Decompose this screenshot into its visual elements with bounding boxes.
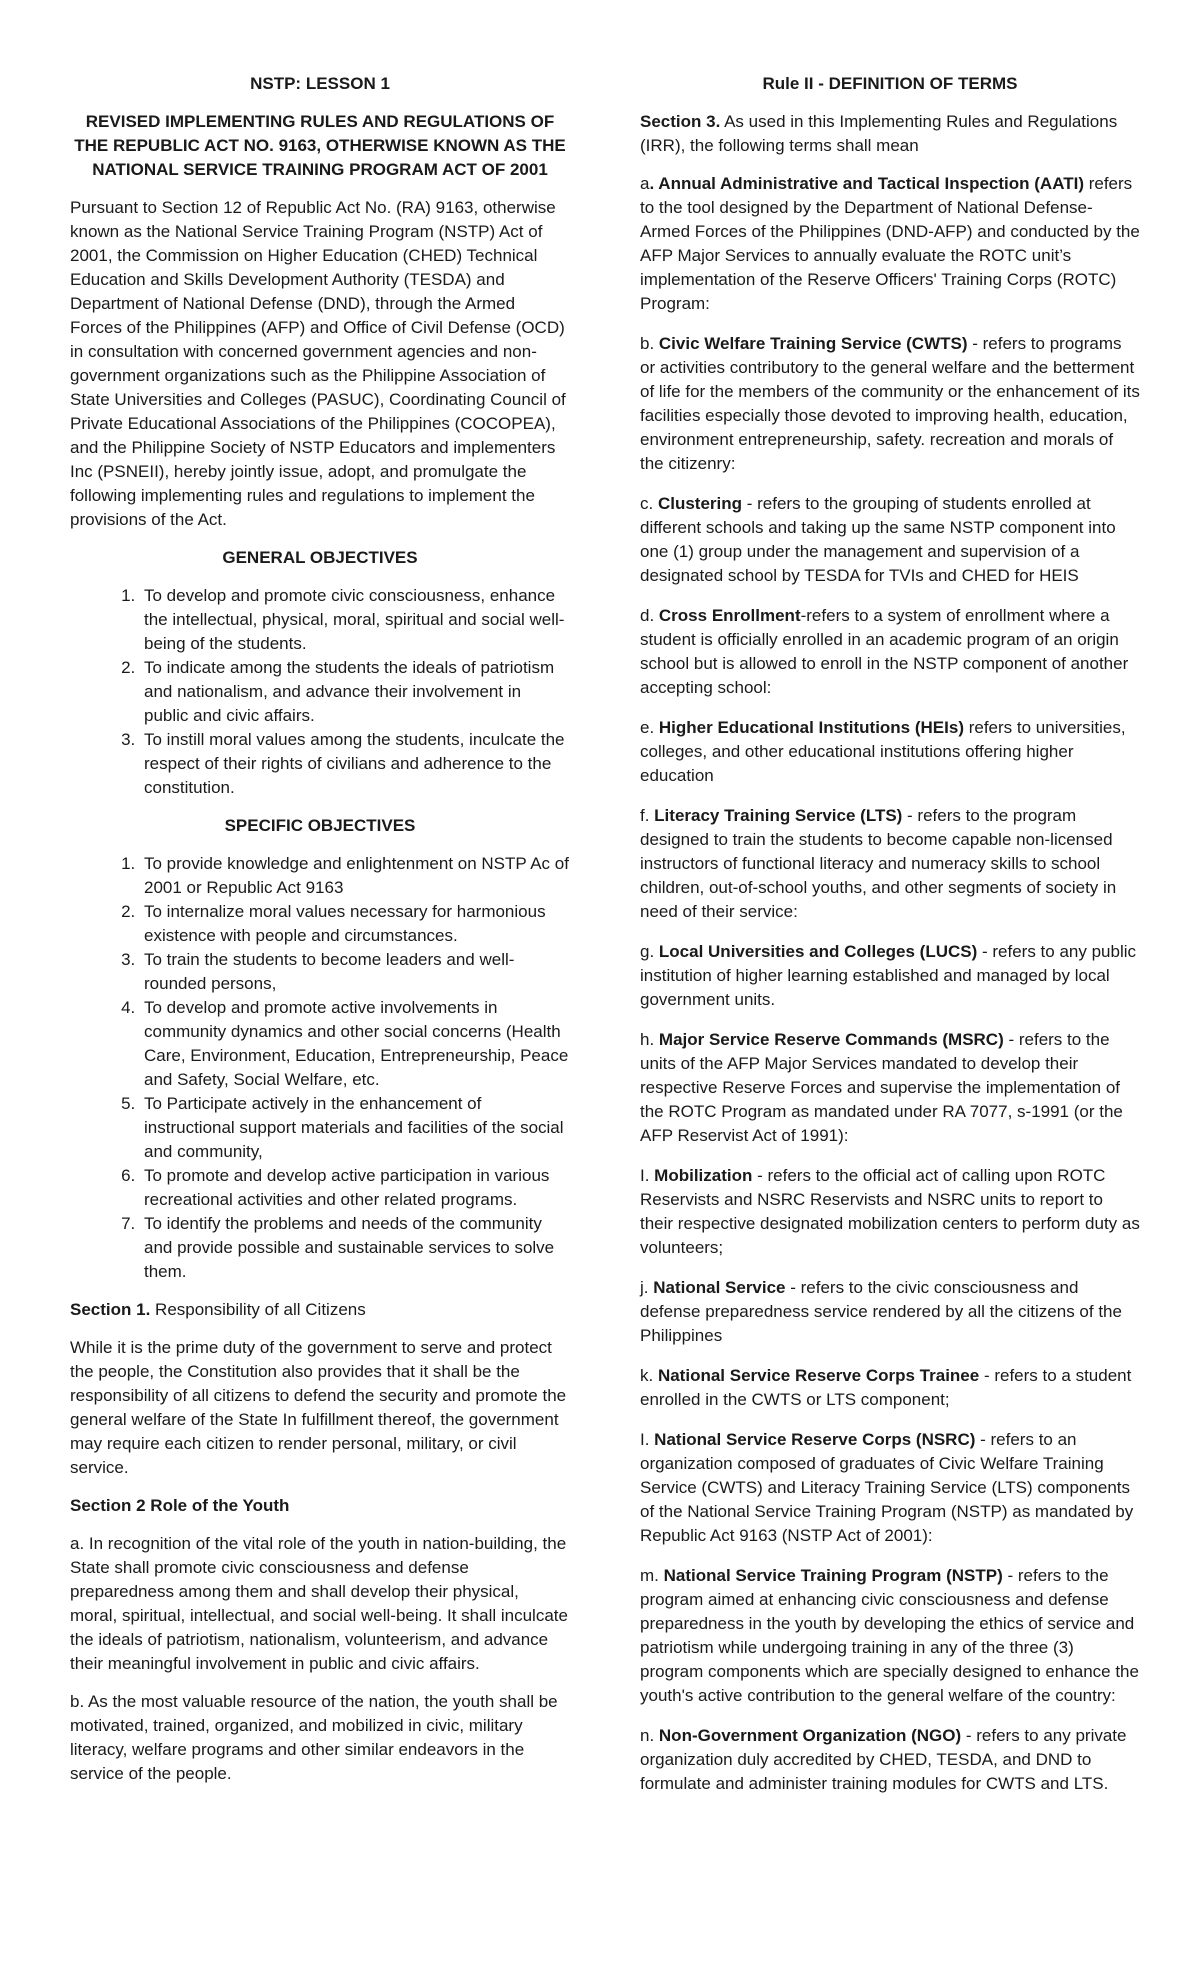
lesson-title: NSTP: LESSON 1 [250, 74, 390, 93]
definition-letter: j. [640, 1278, 654, 1297]
definition-letter: c. [640, 494, 658, 513]
list-item: 3. To instill moral values among the students, inculcate the respect of their rights of civilians and adherence to the constitution. [140, 728, 570, 800]
definition-item [640, 492, 1140, 588]
definition-text: - refers to the official act of calling upon ROTC Reservists and NSRC Reservists and NSRC units to report to their respective designated mobilization centers to perform duty as volunteers; [640, 1166, 1140, 1257]
definition-item [640, 1724, 1140, 1796]
definition-letter: f. [640, 806, 655, 825]
section1-label: Section 1. [70, 1300, 151, 1319]
definition-term: National Service Training Program (NSTP) [663, 1566, 1003, 1585]
list-item: 4. To develop and promote active involvements in community dynamics and other social concerns (Health Care, Environment, Education, Entrepreneurship, Peace and Safety, Social Welfare, etc. [140, 996, 570, 1092]
list-item: 1. To develop and promote civic consciousness, enhance the intellectual, physical, moral, spiritual and social well-being of the students. [140, 584, 570, 656]
definition-term: Literacy Training Service (LTS) [654, 806, 903, 825]
definition-term: Civic Welfare Training Service (CWTS) [658, 334, 968, 353]
definition-text: refers to the tool designed by the Department of National Defense-Armed Forces of the Philippines (DND-AFP) and conducted by the AFP Major Services to annually evaluate the ROTC unit’s implementation of the Reserve Officers' Training Corps (ROTC) Program: [640, 174, 1140, 313]
definition-item [640, 1428, 1140, 1548]
general-objectives-heading: GENERAL OBJECTIVES [222, 548, 418, 567]
definition-letter: e. [640, 718, 659, 737]
definition-text: - refers to an organization composed of graduates of Civic Welfare Training Service (CWTS) and Literacy Training Service (LTS) components of the National Service Training Program (NSTP) as mandated by Republic Act 9163 (NSTP Act of 2001): [640, 1430, 1134, 1545]
definitions-list [640, 172, 1140, 1796]
rule-heading: Rule II - DEFINITION OF TERMS [762, 74, 1018, 93]
definition-letter: I. [640, 1430, 655, 1449]
definition-term: National Service [653, 1278, 786, 1297]
intro-paragraph: Pursuant to Section 12 of Republic Act No. (RA) 9163, otherwise known as the National Service Training Program (NSTP) Act of 2001, the Commission on Higher Education (CHED) Technical Education and Skills Development Authority (TESDA) and Department of National Defense (DND), through the Armed Forces of the Philippines (AFP) and Office of Civil Defense (OCD) in consultation with concerned government agencies and non-government organizations such as the Philippine Association of State Universities and Colleges (PASUC), Coordinating Council of Private Educational Associations of the Philippines (COCOPEA), and the Philippine Society of NSTP Educators and implementers Inc (PSNEII), hereby jointly issue, adopt, and promulgate the following implementing rules and regulations to implement the provisions of the Act. [70, 198, 566, 529]
section2-b: b. As the most valuable resource of the nation, the youth shall be motivated, trained, organized, and mobilized in civic, military literacy, welfare programs and other similar endeavors in the service of the people. [70, 1692, 558, 1783]
left-column [70, 72, 570, 1800]
section3-intro [640, 110, 1140, 158]
definition-text: - refers to the civic consciousness and defense preparedness service rendered by all the citizens of the Philippines [640, 1278, 1122, 1345]
definition-term: Higher Educational Institutions (HEIs) [658, 718, 964, 737]
definition-letter: k. [640, 1366, 658, 1385]
definition-term: National Service Reserve Corps Trainee [657, 1366, 980, 1385]
definition-term: Non-Government Organization (NGO) [658, 1726, 962, 1745]
list-item: 2. To internalize moral values necessary for harmonious existence with people and circumstances. [140, 900, 570, 948]
section3-text: As used in this Implementing Rules and Regulations (IRR), the following terms shall mean [640, 112, 1118, 155]
definition-item [640, 1164, 1140, 1260]
definition-term: National Service Reserve Corps (NSRC) [654, 1430, 976, 1449]
definition-item [640, 940, 1140, 1012]
definition-letter: b. [640, 334, 659, 353]
definition-term: Major Service Reserve Commands (MSRC) [658, 1030, 1004, 1049]
definition-text: - refers to a student enrolled in the CWTS or LTS component; [640, 1366, 1132, 1409]
definition-text: - refers to the program aimed at enhancing civic consciousness and defense preparedness in the youth by developing the ethics of service and patriotism while undergoing training in any of the three (3) program components which are specially designed to enhance the youth's active contribution to the general welfare of the country: [640, 1566, 1139, 1705]
section3-label: Section 3. [640, 112, 721, 131]
definition-letter: I. [640, 1166, 655, 1185]
definition-item [640, 1276, 1140, 1348]
section2-a: a. In recognition of the vital role of the youth in nation-building, the State shall promote civic consciousness and defense preparedness among them and shall develop their physical, moral, spiritual, intellectual, and social well-being. It shall inculcate the ideals of patriotism, nationalism, volunteerism, and advance their meaningful involvement in public and civic affairs. [70, 1534, 568, 1673]
definition-letter: m. [640, 1566, 664, 1585]
definition-text: - refers to any private organization duly accredited by CHED, TESDA, and DND to formulate and administer training modules for CWTS and LTS. [640, 1726, 1127, 1793]
definition-letter: a [640, 174, 650, 193]
definition-term: Cross Enrollment [658, 606, 801, 625]
definition-item [640, 332, 1140, 476]
definition-text: - refers to the program designed to train the students to become capable non-licensed instructors of functional literacy and numeracy skills to school children, out-of-school youths, and other segments of society in need of their service: [640, 806, 1117, 921]
definition-term: Annual Administrative and Tactical Inspection (AATI) [658, 174, 1084, 193]
definition-letter-punct: . [649, 174, 659, 193]
section1-title: Responsibility of all Citizens [150, 1300, 366, 1319]
definition-item [640, 172, 1140, 316]
list-item: 1. To provide knowledge and enlightenment on NSTP Ac of 2001 or Republic Act 9163 [140, 852, 570, 900]
definition-text: refers to universities, colleges, and other educational institutions offering higher education [640, 718, 1126, 785]
definition-term: Local Universities and Colleges (LUCS) [658, 942, 978, 961]
list-item: 5. To Participate actively in the enhancement of instructional support materials and facilities of the social and community, [140, 1092, 570, 1164]
definition-item [640, 1364, 1140, 1412]
definition-text: -refers to a system of enrollment where a student is officially enrolled in an academic program of an origin school but is allowed to enroll in the NSTP component of another accepting school: [640, 606, 1129, 697]
definition-item [640, 1564, 1140, 1708]
list-item: 6. To promote and develop active participation in various recreational activities and other related programs. [140, 1164, 570, 1212]
definition-term: Mobilization [654, 1166, 753, 1185]
definition-term: Clustering [657, 494, 743, 513]
section1-body: While it is the prime duty of the government to serve and protect the people, the Constitution also provides that it shall be the responsibility of all citizens to defend the security and promote the general welfare of the State In fulfillment thereof, the government may require each citizen to render personal, military, or civil service. [70, 1338, 567, 1477]
definition-text: - refers to programs or activities contributory to the general welfare and the betterment of life for the members of the community or the enhancement of its facilities especially those devoted to improving health, education, environment entrepreneurship, safety. recreation and morals of the citizenry: [640, 334, 1140, 473]
definition-item [640, 716, 1140, 788]
specific-objectives-heading: SPECIFIC OBJECTIVES [224, 816, 416, 835]
list-item: 3. To train the students to become leaders and well-rounded persons, [140, 948, 570, 996]
definition-item [640, 1028, 1140, 1148]
definition-text: - refers to the grouping of students enrolled at different schools and taking up the same NSTP component into one (1) group under the management and supervision of a designated school by TESDA for TVIs and CHED for HEIS [640, 494, 1116, 585]
definition-text: - refers to any public institution of higher learning established and managed by local government units. [640, 942, 1137, 1009]
section1-heading [70, 1298, 570, 1322]
definition-text: - refers to the units of the AFP Major Services mandated to develop their respective Reserve Forces and supervise the implementation of the ROTC Program as mandated under RA 7077, s-1991 (or the AFP Reservist Act of 1991): [640, 1030, 1123, 1145]
section2-heading: Section 2 Role of the Youth [70, 1496, 290, 1515]
definition-item [640, 604, 1140, 700]
list-item: 7. To identify the problems and needs of the community and provide possible and sustainable services to solve them. [140, 1212, 570, 1284]
specific-objectives-list [70, 852, 570, 1284]
list-item: 2. To indicate among the students the ideals of patriotism and nationalism, and advance their involvement in public and civic affairs. [140, 656, 570, 728]
definition-letter: d. [640, 606, 659, 625]
definition-letter: g. [640, 942, 659, 961]
general-objectives-list [70, 584, 570, 800]
right-column [640, 72, 1140, 1812]
definition-letter: h. [640, 1030, 659, 1049]
definition-letter: n. [640, 1726, 659, 1745]
definition-item [640, 804, 1140, 924]
main-title: REVISED IMPLEMENTING RULES AND REGULATIONS OF THE REPUBLIC ACT NO. 9163, OTHERWISE KNOWN AS THE NATIONAL SERVICE TRAINING PROGRAM ACT OF 2001 [74, 112, 566, 179]
